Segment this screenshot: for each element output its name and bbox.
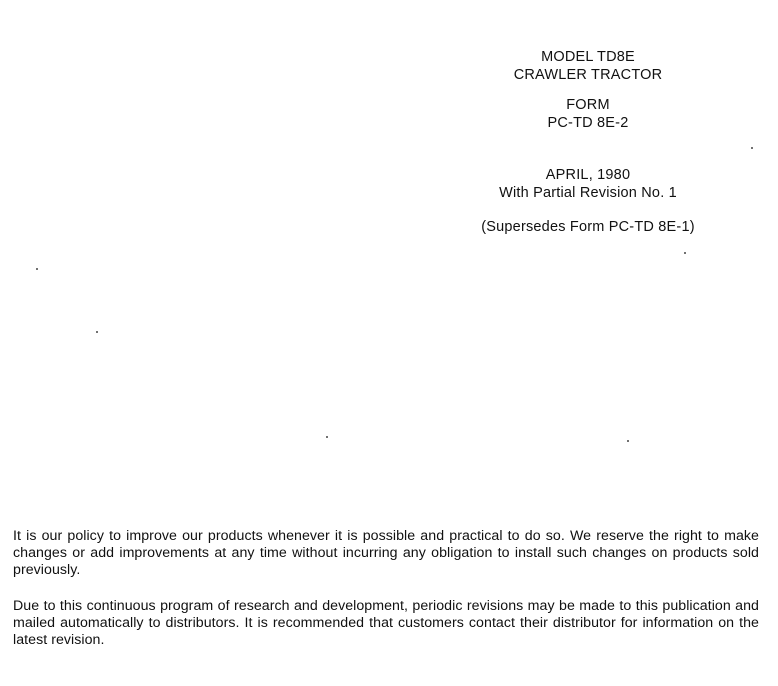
revision-note: With Partial Revision No. 1: [499, 185, 677, 201]
scan-speck: [96, 331, 98, 333]
scan-speck: [36, 268, 38, 270]
form-number: PC-TD 8E-2: [547, 115, 629, 131]
form-heading: [440, 96, 736, 132]
form-label: FORM: [566, 97, 610, 113]
supersedes-note: (Supersedes Form PC-TD 8E-1): [481, 219, 695, 235]
model-heading: [440, 48, 736, 84]
scan-speck: [684, 252, 686, 254]
policy-paragraph-revisions: Due to this continuous program of research and development, periodic revisions may be made to this publication and mailed automatically to distributors. It is recommended that customers contact their distributor for information on the latest revision.: [13, 598, 759, 649]
supersedes-heading: [440, 218, 736, 236]
product-title: CRAWLER TRACTOR: [513, 67, 663, 83]
model-title: MODEL TD8E: [541, 49, 635, 65]
publication-date: APRIL, 1980: [545, 167, 631, 183]
scan-speck: [751, 147, 753, 149]
scan-speck: [326, 436, 328, 438]
date-heading: [440, 166, 736, 202]
scan-speck: [627, 440, 629, 442]
policy-paragraph-improvements: It is our policy to improve our products whenever it is possible and practical to do so. We reserve the right to make changes or add improvements at any time without incurring any obligation to install such changes on products sold previously.: [13, 528, 759, 579]
